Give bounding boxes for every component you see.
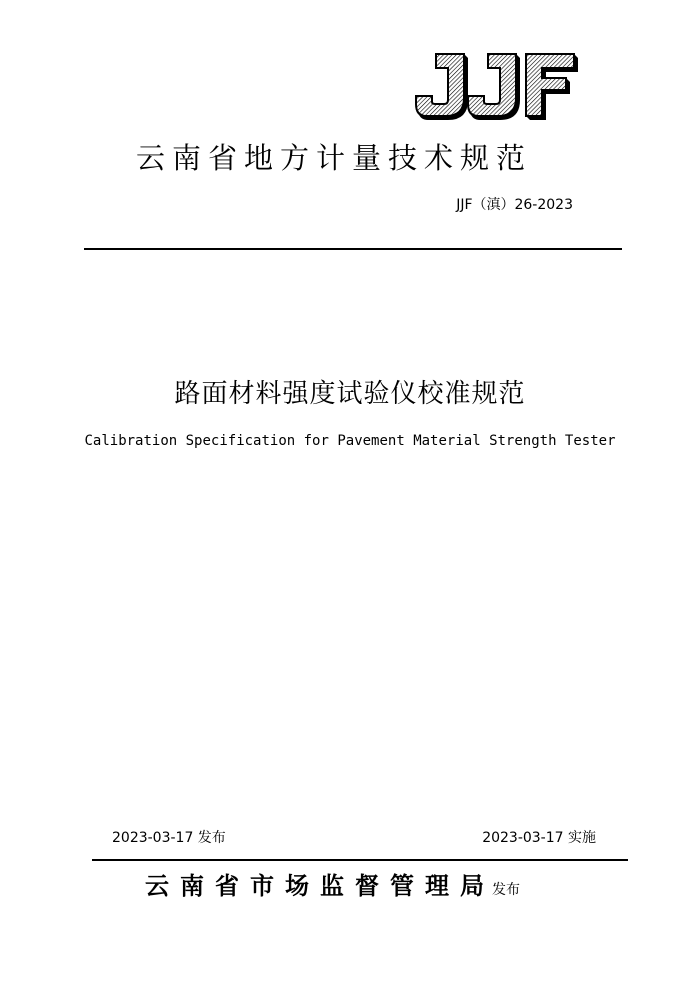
publisher-name: 云南省市场监督管理局 <box>145 872 495 900</box>
publisher-line <box>145 866 520 901</box>
bottom-divider <box>92 859 628 861</box>
publish-suffix: 发布 <box>492 882 520 898</box>
standard-series-title: 云南省地方计量技术规范 <box>136 141 533 175</box>
document-number: JJF（滇）26-2023 <box>456 197 573 213</box>
issue-date: 2023-03-17 发布 <box>112 830 226 846</box>
document-title-chinese: 路面材料强度试验仪校准规范 <box>174 379 526 409</box>
effective-date: 2023-03-17 实施 <box>482 830 596 846</box>
logo-letter-f <box>526 54 578 120</box>
document-title-english: Calibration Specification for Pavement Material Strength Tester <box>84 433 616 449</box>
jjf-logo <box>414 50 580 120</box>
logo-letter-j2 <box>468 54 520 120</box>
logo-letter-j1 <box>416 54 468 120</box>
top-divider <box>84 248 622 250</box>
